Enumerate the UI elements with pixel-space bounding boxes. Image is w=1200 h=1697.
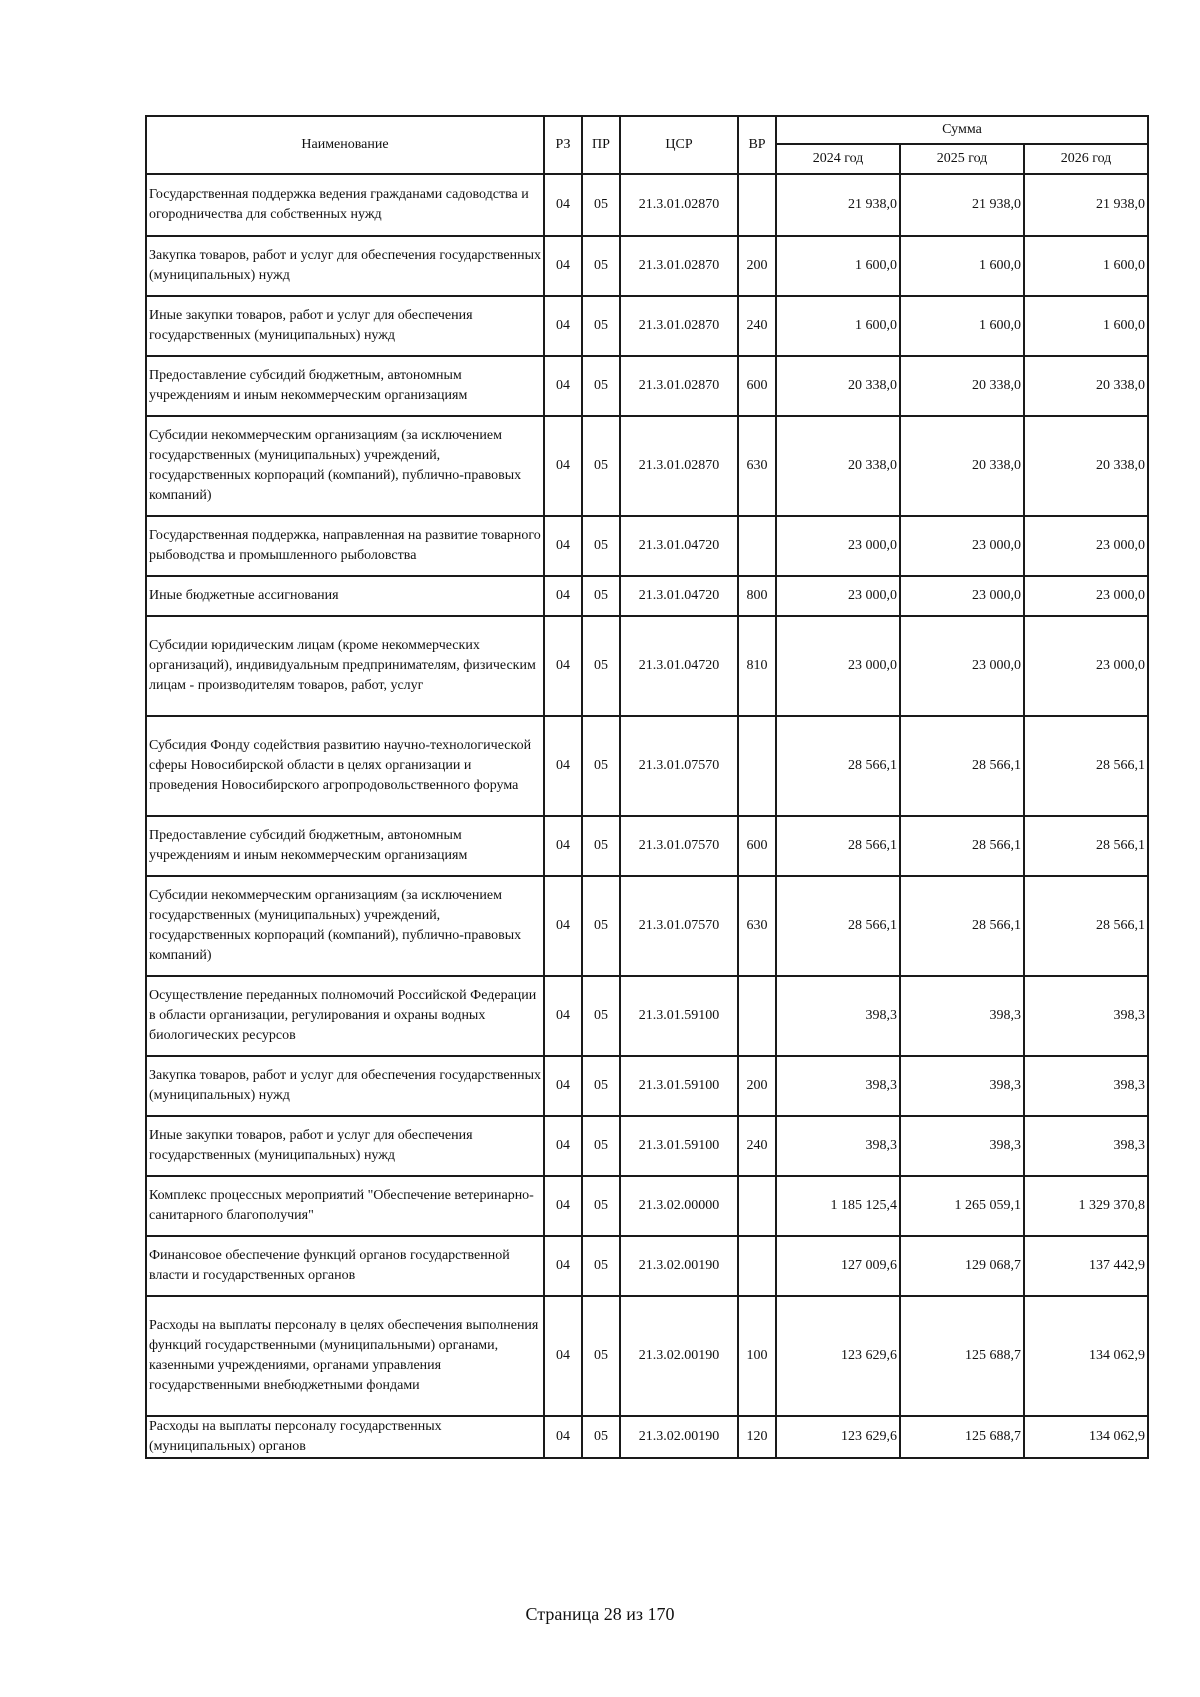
row-vr: [738, 976, 776, 1056]
row-amount-2026: 28 566,1: [1024, 876, 1148, 976]
row-amount-2026: 20 338,0: [1024, 416, 1148, 516]
row-amount-2024: 28 566,1: [776, 876, 900, 976]
row-vr: [738, 174, 776, 236]
row-csr: 21.3.02.00190: [620, 1416, 738, 1458]
row-name: Закупка товаров, работ и услуг для обеспечения государственных (муниципальных) нужд: [146, 1056, 544, 1116]
row-vr: 240: [738, 1116, 776, 1176]
page-number: Страница 28 из 170: [525, 1604, 675, 1624]
row-vr: 100: [738, 1296, 776, 1416]
table-row: [146, 236, 1148, 296]
row-csr: 21.3.01.04720: [620, 576, 738, 616]
row-amount-2026: 23 000,0: [1024, 516, 1148, 576]
row-name: Финансовое обеспечение функций органов государственной власти и государственных органов: [146, 1236, 544, 1296]
row-vr: [738, 716, 776, 816]
row-pr: 05: [582, 516, 620, 576]
row-amount-2024: 28 566,1: [776, 816, 900, 876]
row-amount-2026: 28 566,1: [1024, 716, 1148, 816]
row-amount-2024: 123 629,6: [776, 1416, 900, 1458]
row-rz: 04: [544, 1236, 582, 1296]
table-row: [146, 296, 1148, 356]
table-row: [146, 616, 1148, 716]
row-rz: 04: [544, 296, 582, 356]
row-name: Осуществление переданных полномочий Российской Федерации в области организации, регулирования и охраны водных биологических ресурсов: [146, 976, 544, 1056]
row-amount-2025: 23 000,0: [900, 616, 1024, 716]
row-pr: 05: [582, 236, 620, 296]
row-amount-2026: 398,3: [1024, 976, 1148, 1056]
table-row: [146, 1056, 1148, 1116]
row-pr: 05: [582, 416, 620, 516]
row-vr: 120: [738, 1416, 776, 1458]
row-pr: 05: [582, 174, 620, 236]
row-name: Иные закупки товаров, работ и услуг для обеспечения государственных (муниципальных) нужд: [146, 1116, 544, 1176]
row-csr: 21.3.01.04720: [620, 616, 738, 716]
row-amount-2025: 21 938,0: [900, 174, 1024, 236]
table-header: [146, 116, 1148, 174]
row-amount-2024: 1 185 125,4: [776, 1176, 900, 1236]
row-amount-2024: 123 629,6: [776, 1296, 900, 1416]
row-amount-2024: 398,3: [776, 1056, 900, 1116]
row-amount-2026: 134 062,9: [1024, 1416, 1148, 1458]
row-name: Субсидия Фонду содействия развитию научно-технологической сферы Новосибирской области в целях организации и проведения Новосибирского агропродовольственного форума: [146, 716, 544, 816]
row-amount-2025: 1 600,0: [900, 236, 1024, 296]
row-amount-2026: 20 338,0: [1024, 356, 1148, 416]
row-amount-2026: 1 600,0: [1024, 296, 1148, 356]
row-csr: 21.3.01.02870: [620, 174, 738, 236]
row-amount-2024: 21 938,0: [776, 174, 900, 236]
row-rz: 04: [544, 716, 582, 816]
row-amount-2025: 20 338,0: [900, 416, 1024, 516]
row-pr: 05: [582, 1176, 620, 1236]
row-amount-2025: 23 000,0: [900, 516, 1024, 576]
row-pr: 05: [582, 1056, 620, 1116]
row-amount-2025: 28 566,1: [900, 816, 1024, 876]
row-rz: 04: [544, 416, 582, 516]
row-pr: 05: [582, 356, 620, 416]
row-pr: 05: [582, 576, 620, 616]
row-amount-2024: 398,3: [776, 1116, 900, 1176]
header-year-2026: 2026 год: [1024, 144, 1148, 174]
header-pr: ПР: [582, 116, 620, 174]
table-row: [146, 576, 1148, 616]
row-amount-2025: 1 600,0: [900, 296, 1024, 356]
row-amount-2024: 1 600,0: [776, 296, 900, 356]
row-amount-2026: 1 600,0: [1024, 236, 1148, 296]
row-pr: 05: [582, 1296, 620, 1416]
table-row: [146, 716, 1148, 816]
row-rz: 04: [544, 976, 582, 1056]
row-csr: 21.3.01.04720: [620, 516, 738, 576]
table-row: [146, 416, 1148, 516]
row-amount-2024: 20 338,0: [776, 356, 900, 416]
row-name: Государственная поддержка ведения гражданами садоводства и огородничества для собственных нужд: [146, 174, 544, 236]
row-csr: 21.3.01.07570: [620, 816, 738, 876]
row-name: Иные бюджетные ассигнования: [146, 576, 544, 616]
row-csr: 21.3.01.07570: [620, 716, 738, 816]
row-pr: 05: [582, 296, 620, 356]
table-row: [146, 174, 1148, 236]
row-csr: 21.3.02.00000: [620, 1176, 738, 1236]
row-amount-2026: 21 938,0: [1024, 174, 1148, 236]
row-csr: 21.3.01.59100: [620, 1056, 738, 1116]
row-amount-2026: 398,3: [1024, 1116, 1148, 1176]
row-csr: 21.3.01.07570: [620, 876, 738, 976]
row-amount-2026: 134 062,9: [1024, 1296, 1148, 1416]
row-csr: 21.3.02.00190: [620, 1296, 738, 1416]
header-csr: ЦСР: [620, 116, 738, 174]
row-name: Субсидии некоммерческим организациям (за исключением государственных (муниципальных) учреждений, государственных корпораций (компаний), публично-правовых компаний): [146, 416, 544, 516]
row-name: Закупка товаров, работ и услуг для обеспечения государственных (муниципальных) нужд: [146, 236, 544, 296]
row-vr: [738, 1236, 776, 1296]
row-amount-2025: 1 265 059,1: [900, 1176, 1024, 1236]
row-amount-2026: 137 442,9: [1024, 1236, 1148, 1296]
table-row: [146, 356, 1148, 416]
row-pr: 05: [582, 716, 620, 816]
row-pr: 05: [582, 616, 620, 716]
row-amount-2024: 28 566,1: [776, 716, 900, 816]
table-row: [146, 1116, 1148, 1176]
row-name: Расходы на выплаты персоналу государственных (муниципальных) органов: [146, 1416, 544, 1458]
row-rz: 04: [544, 516, 582, 576]
row-name: Иные закупки товаров, работ и услуг для обеспечения государственных (муниципальных) нужд: [146, 296, 544, 356]
row-vr: 240: [738, 296, 776, 356]
row-csr: 21.3.01.02870: [620, 416, 738, 516]
row-amount-2026: 23 000,0: [1024, 616, 1148, 716]
row-amount-2025: 28 566,1: [900, 876, 1024, 976]
row-pr: 05: [582, 1116, 620, 1176]
row-amount-2026: 1 329 370,8: [1024, 1176, 1148, 1236]
row-amount-2025: 23 000,0: [900, 576, 1024, 616]
row-amount-2024: 1 600,0: [776, 236, 900, 296]
row-amount-2024: 23 000,0: [776, 576, 900, 616]
row-rz: 04: [544, 1056, 582, 1116]
table-body: [146, 174, 1148, 1458]
row-amount-2025: 20 338,0: [900, 356, 1024, 416]
header-vr: ВР: [738, 116, 776, 174]
row-rz: 04: [544, 1416, 582, 1458]
row-vr: 810: [738, 616, 776, 716]
row-amount-2025: 28 566,1: [900, 716, 1024, 816]
row-name: Субсидии юридическим лицам (кроме некоммерческих организаций), индивидуальным предпринимателям, физическим лицам - производителям товаров, работ, услуг: [146, 616, 544, 716]
row-rz: 04: [544, 876, 582, 976]
row-pr: 05: [582, 1236, 620, 1296]
row-amount-2025: 398,3: [900, 1056, 1024, 1116]
header-name: Наименование: [146, 116, 544, 174]
row-amount-2024: 23 000,0: [776, 516, 900, 576]
row-rz: 04: [544, 576, 582, 616]
row-amount-2025: 125 688,7: [900, 1296, 1024, 1416]
row-rz: 04: [544, 1176, 582, 1236]
row-vr: 600: [738, 356, 776, 416]
row-amount-2024: 20 338,0: [776, 416, 900, 516]
row-name: Предоставление субсидий бюджетным, автономным учреждениям и иным некоммерческим организациям: [146, 356, 544, 416]
row-csr: 21.3.01.59100: [620, 1116, 738, 1176]
table-row: [146, 1236, 1148, 1296]
table-row: [146, 516, 1148, 576]
row-name: Субсидии некоммерческим организациям (за исключением государственных (муниципальных) учреждений, государственных корпораций (компаний), публично-правовых компаний): [146, 876, 544, 976]
table-row: [146, 976, 1148, 1056]
row-vr: [738, 1176, 776, 1236]
row-csr: 21.3.01.02870: [620, 296, 738, 356]
row-pr: 05: [582, 1416, 620, 1458]
row-name: Расходы на выплаты персоналу в целях обеспечения выполнения функций государственными (муниципальными) органами, казенными учреждениями, органами управления государственными внебюджетными фондами: [146, 1296, 544, 1416]
row-csr: 21.3.02.00190: [620, 1236, 738, 1296]
table-row: [146, 1296, 1148, 1416]
row-amount-2025: 398,3: [900, 1116, 1024, 1176]
row-pr: 05: [582, 876, 620, 976]
row-vr: [738, 516, 776, 576]
row-rz: 04: [544, 356, 582, 416]
row-rz: 04: [544, 1296, 582, 1416]
row-pr: 05: [582, 976, 620, 1056]
header-rz: РЗ: [544, 116, 582, 174]
row-pr: 05: [582, 816, 620, 876]
row-rz: 04: [544, 174, 582, 236]
table-row: [146, 876, 1148, 976]
row-amount-2024: 127 009,6: [776, 1236, 900, 1296]
row-vr: 630: [738, 876, 776, 976]
row-vr: 630: [738, 416, 776, 516]
row-amount-2025: 125 688,7: [900, 1416, 1024, 1458]
header-year-2025: 2025 год: [900, 144, 1024, 174]
row-name: Государственная поддержка, направленная на развитие товарного рыбоводства и промышленного рыболовства: [146, 516, 544, 576]
row-vr: 200: [738, 236, 776, 296]
budget-table: [145, 115, 1149, 1459]
table-row: [146, 1176, 1148, 1236]
row-rz: 04: [544, 616, 582, 716]
row-amount-2026: 23 000,0: [1024, 576, 1148, 616]
row-amount-2024: 398,3: [776, 976, 900, 1056]
row-amount-2024: 23 000,0: [776, 616, 900, 716]
header-sum: Сумма: [776, 116, 1148, 144]
row-name: Предоставление субсидий бюджетным, автономным учреждениям и иным некоммерческим организациям: [146, 816, 544, 876]
header-year-2024: 2024 год: [776, 144, 900, 174]
row-amount-2025: 398,3: [900, 976, 1024, 1056]
row-amount-2025: 129 068,7: [900, 1236, 1024, 1296]
row-csr: 21.3.01.02870: [620, 356, 738, 416]
row-vr: 200: [738, 1056, 776, 1116]
row-name: Комплекс процессных мероприятий "Обеспечение ветеринарно-санитарного благополучия": [146, 1176, 544, 1236]
row-amount-2026: 398,3: [1024, 1056, 1148, 1116]
row-amount-2026: 28 566,1: [1024, 816, 1148, 876]
row-vr: 800: [738, 576, 776, 616]
row-rz: 04: [544, 816, 582, 876]
row-csr: 21.3.01.02870: [620, 236, 738, 296]
row-csr: 21.3.01.59100: [620, 976, 738, 1056]
table-row: [146, 1416, 1148, 1458]
row-rz: 04: [544, 1116, 582, 1176]
row-rz: 04: [544, 236, 582, 296]
table-row: [146, 816, 1148, 876]
row-vr: 600: [738, 816, 776, 876]
